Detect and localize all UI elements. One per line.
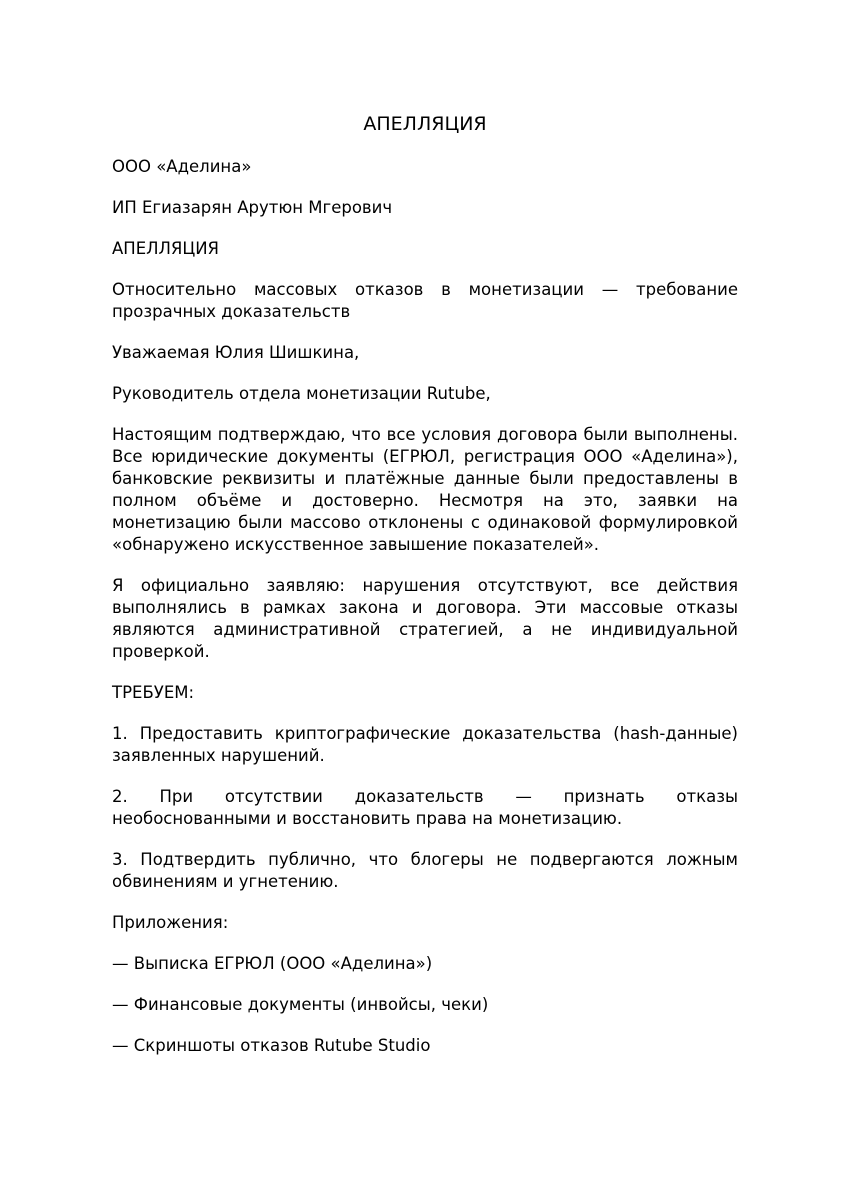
attachment-item: — Выписка ЕГРЮЛ (ООО «Аделина») [112, 954, 433, 973]
attachment-item: — Скриншоты отказов Rutube Studio [112, 1036, 431, 1055]
body-paragraph: Я официально заявляю: нарушения отсутствуют, все действия выполнялись в рамках закона и договора. Эти массовые отказы являются административной стратегией, а не индивидуальной проверкой. [112, 576, 738, 661]
addressee-position: Руководитель отдела монетизации Rutube, [112, 384, 491, 403]
sender-person: ИП Егиазарян Арутюн Мгерович [112, 198, 393, 217]
attachments-heading: Приложения: [112, 913, 229, 932]
document-heading: АПЕЛЛЯЦИЯ [112, 239, 220, 258]
body-paragraph: Настоящим подтверждаю, что все условия договора были выполнены. Все юридические документы (ЕГРЮЛ, регистрация ООО «Аделина»), банковские реквизиты и платёжные данные были предоставлены в полном объёме и достоверно. Несмотря на это, заявки на монетизацию были массово отклонены с одинаковой формулировкой «обнаружено искусственное завышение показателей». [112, 425, 738, 554]
attachment-item: — Финансовые документы (инвойсы, чеки) [112, 995, 489, 1014]
sender-company: ООО «Аделина» [112, 157, 252, 176]
subject-line: Относительно массовых отказов в монетизации — требование прозрачных доказательств [112, 280, 738, 321]
demand-item: 2. При отсутствии доказательств — признать отказы необоснованными и восстановить права на монетизацию. [112, 787, 738, 828]
document-title: АПЕЛЛЯЦИЯ [363, 113, 487, 135]
demand-item: 1. Предоставить криптографические доказательства (hash-данные) заявленных нарушений. [112, 724, 738, 765]
demands-heading: ТРЕБУЕМ: [112, 683, 195, 702]
document-page [112, 112, 738, 1076]
demand-item: 3. Подтвердить публично, что блогеры не подвергаются ложным обвинениям и угнетению. [112, 850, 738, 891]
greeting: Уважаемая Юлия Шишкина, [112, 343, 360, 362]
